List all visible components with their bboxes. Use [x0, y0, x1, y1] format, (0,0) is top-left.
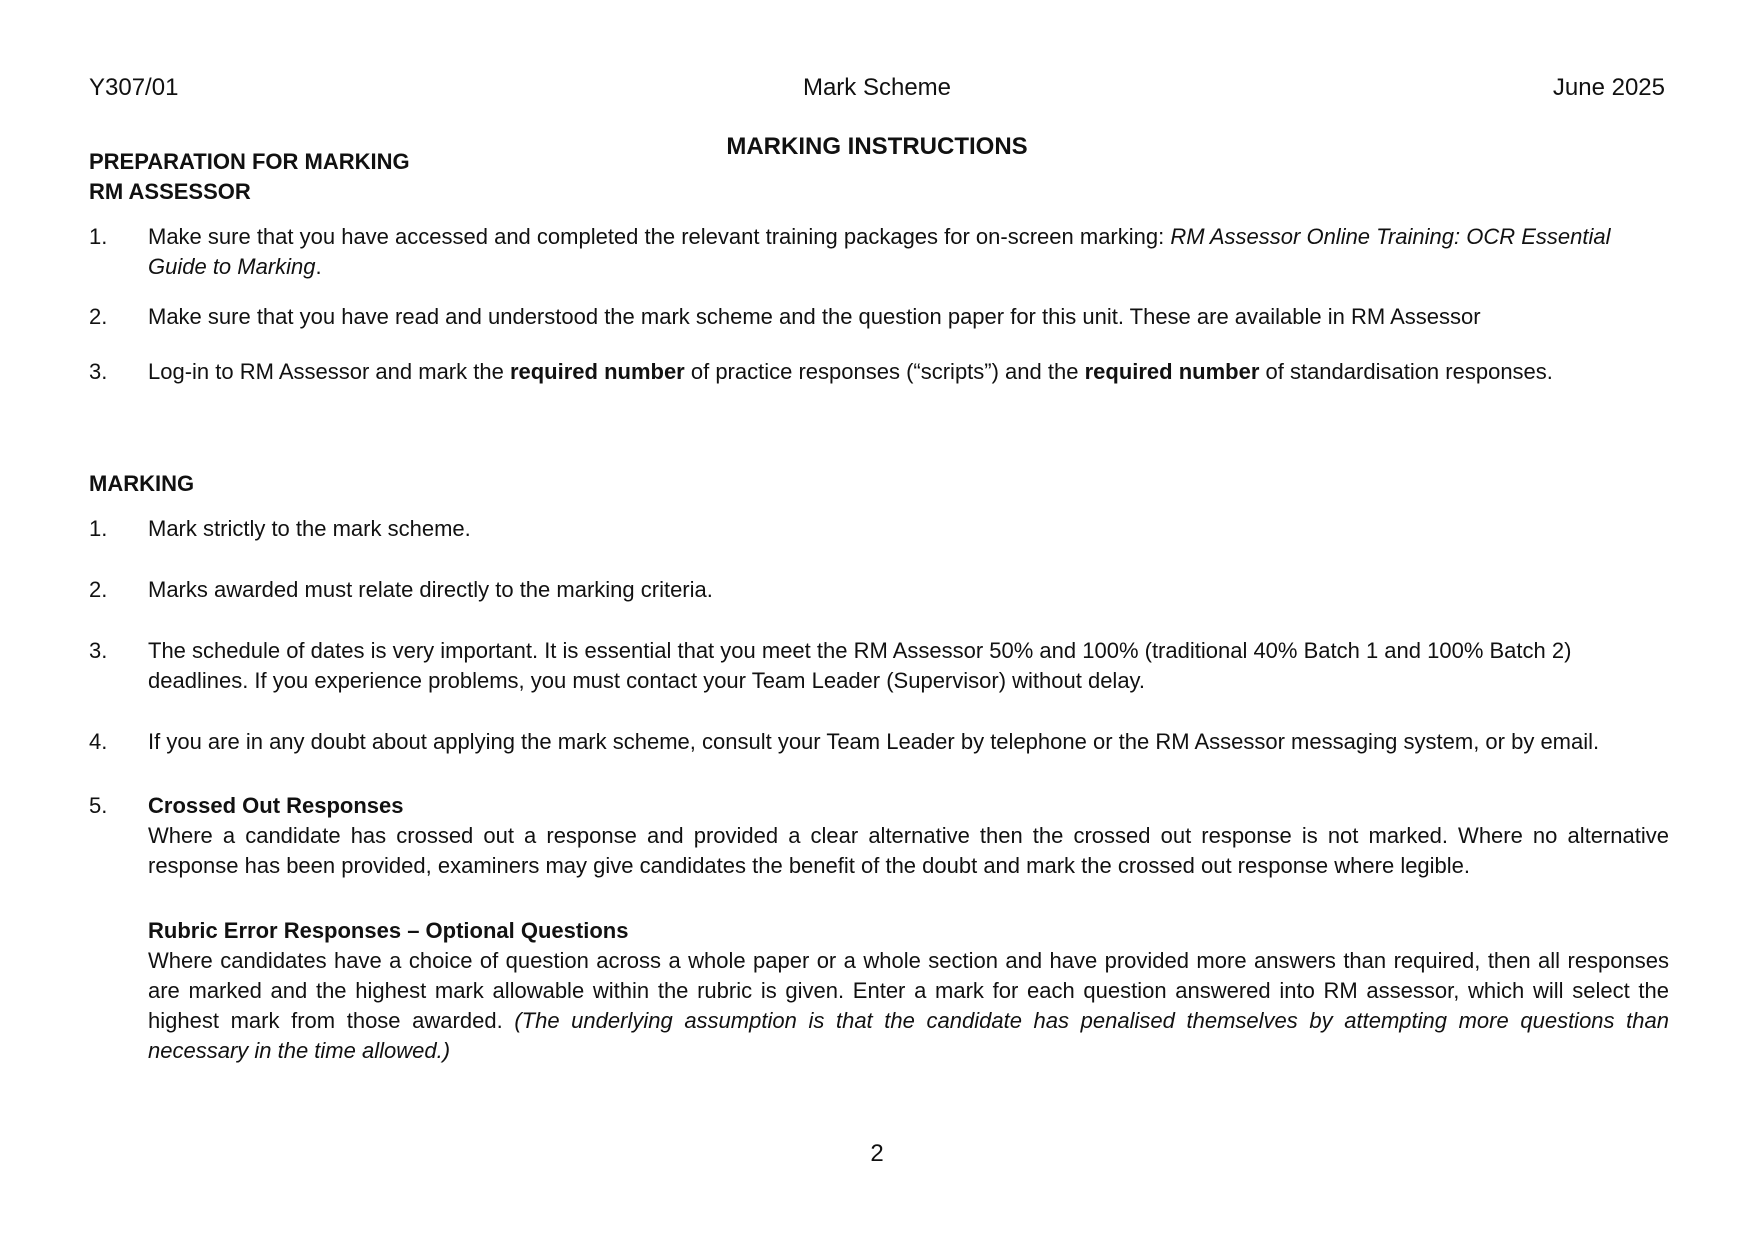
marking-heading: MARKING	[89, 471, 195, 496]
document-title: Mark Scheme	[802, 74, 952, 101]
item-text-plain: Make sure that you have accessed and completed the relevant training packages for on-screen marking:	[148, 224, 1171, 249]
item-number: 5.	[89, 793, 108, 818]
item-text: Make sure that you have read and understood the mark scheme and the question paper for this unit. These are available in RM Assessor	[148, 304, 1481, 329]
item-text	[148, 357, 1669, 387]
item-number: 4.	[89, 729, 108, 754]
item-text	[148, 222, 1669, 282]
item-text-part: of standardisation responses.	[1259, 359, 1553, 384]
preparation-heading: PREPARATION FOR MARKING	[89, 149, 410, 174]
item-number: 1.	[89, 224, 108, 249]
exam-date: June 2025	[1552, 74, 1665, 101]
rubric-error-note: (The underlying assumption is that the candidate has penalised themselves by attempting more questions than necessary in the time allowed.)	[148, 1008, 1669, 1063]
item-number: 2.	[89, 304, 108, 329]
item-text: The schedule of dates is very important. It is essential that you meet the RM Assessor 50% and 100% (traditional 40% Batch 1 and 100% Batch 2) deadlines. If you experience problems, you must contact your Team Leader (Supervisor) without delay.	[148, 638, 1572, 693]
training-package-name: RM Assessor Online Training: OCR Essential Guide to Marking	[148, 224, 1611, 279]
item-number: 3.	[89, 359, 108, 384]
item-text: If you are in any doubt about applying the mark scheme, consult your Team Leader by telephone or the RM Assessor messaging system, or by email.	[148, 729, 1600, 754]
item-text	[148, 791, 1669, 881]
crossed-out-subheading: Crossed Out Responses	[148, 793, 404, 818]
item-number: 3.	[89, 638, 108, 663]
rubric-error-text: Where candidates have a choice of question across a whole paper or a whole section and have provided more answers than required, then all responses are marked and the highest mark allowable within the rubric is given. Enter a mark for each question answered into RM assessor, which will select the highest mark from those awarded.	[148, 948, 1669, 1033]
item-text: Marks awarded must relate directly to the marking criteria.	[148, 577, 713, 602]
item-text: Mark strictly to the mark scheme.	[148, 516, 471, 541]
item-number: 1.	[89, 516, 108, 541]
item-text	[148, 916, 1669, 1066]
rubric-error-subheading: Rubric Error Responses – Optional Questions	[148, 918, 629, 943]
page-number: 2	[870, 1140, 884, 1167]
item-text-part: of practice responses (“scripts”) and the	[684, 359, 1085, 384]
paper-code: Y307/01	[89, 74, 179, 101]
rm-assessor-subheading: RM ASSESSOR	[89, 179, 251, 204]
emphasis-text: required number	[509, 359, 685, 384]
page-title: MARKING INSTRUCTIONS	[726, 133, 1028, 160]
crossed-out-text: Where a candidate has crossed out a response and provided a clear alternative then the crossed out response is not marked. Where no alternative response has been provided, examiners may give candidates the benefit of the doubt and mark the crossed out response where legible.	[148, 823, 1669, 878]
item-number: 2.	[89, 577, 108, 602]
item-text-part: Log-in to RM Assessor and mark the	[148, 359, 510, 384]
emphasis-text: required number	[1084, 359, 1260, 384]
item-text-end: .	[315, 254, 322, 279]
